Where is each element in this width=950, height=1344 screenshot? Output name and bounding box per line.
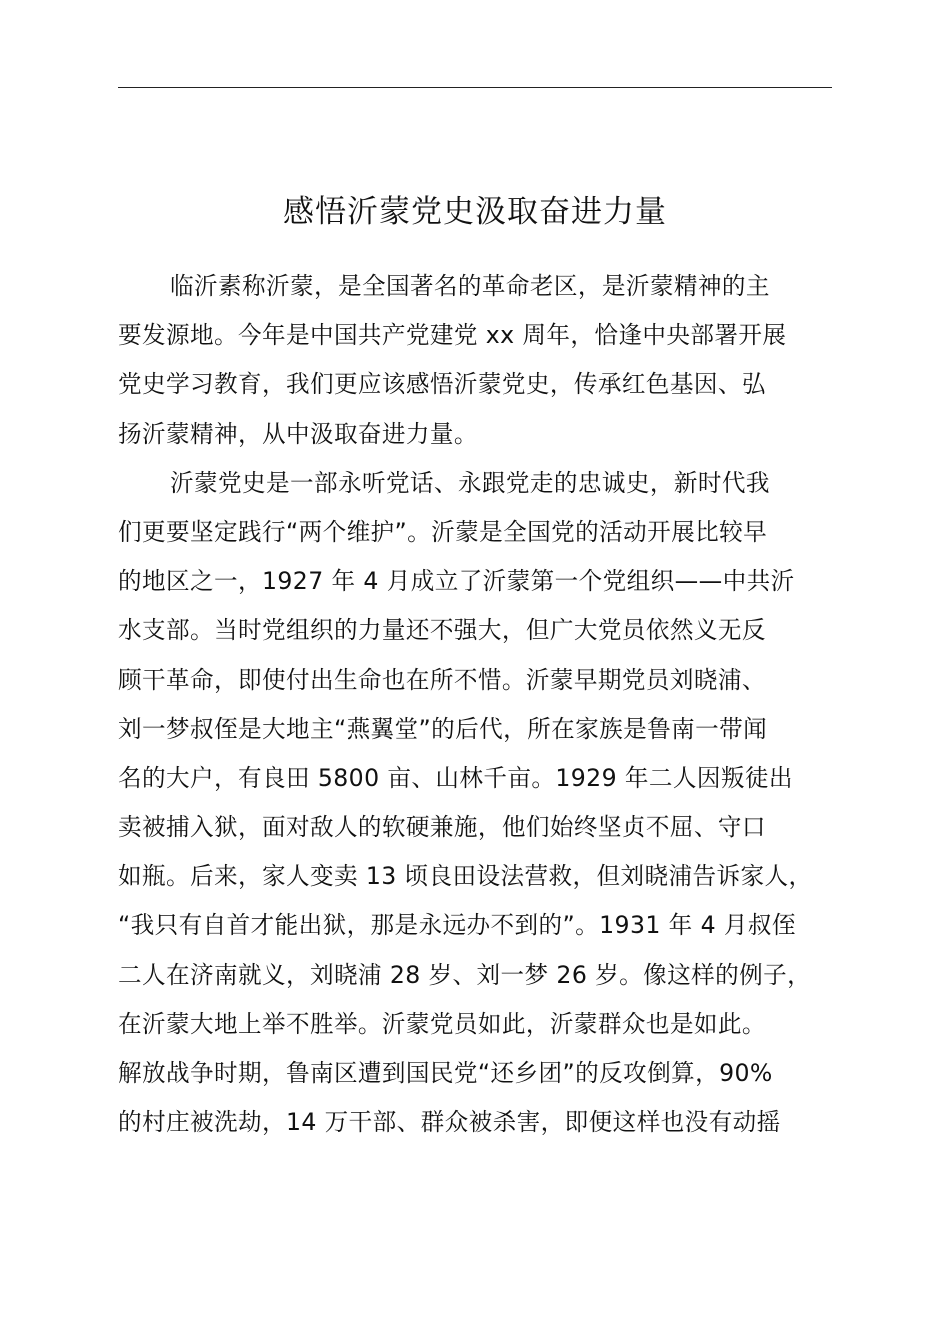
text-line: 们更要坚定践行“两个维护”。沂蒙是全国党的活动开展比较早 [118, 517, 768, 546]
paragraph-2 [118, 459, 832, 1148]
text-line: 如瓶。后来，家人变卖 13 顷良田设法营救，但刘晓浦告诉家人， [118, 862, 813, 891]
text-line: 解放战争时期，鲁南区遭到国民党“还乡团”的反攻倒算，90% [118, 1059, 773, 1087]
text-line: 沂蒙党史是一部永听党话、永跟党走的忠诚史，新时代我 [170, 468, 770, 497]
text-line: 临沂素称沂蒙，是全国著名的革命老区，是沂蒙精神的主 [170, 272, 770, 300]
text-line: 二人在济南就义，刘晓浦 28 岁、刘一梦 26 岁。像这样的例子， [118, 960, 812, 989]
text-line: 卖被捕入狱，面对敌人的软硬兼施，他们始终坚贞不屈、守口 [118, 813, 766, 842]
text-line: “我只有自首才能出狱，那是永远办不到的”。1931 年 4 月叔侄 [118, 911, 796, 940]
paragraph-1 [118, 262, 832, 459]
document-body [118, 262, 832, 1147]
text-line: 的村庄被洗劫，14 万干部、群众被杀害，即便这样也没有动摇 [118, 1108, 781, 1137]
header-rule [118, 87, 832, 88]
text-line: 水支部。当时党组织的力量还不强大，但广大党员依然义无反 [118, 616, 766, 645]
text-line: 党史学习教育，我们更应该感悟沂蒙党史，传承红色基因、弘 [118, 370, 766, 399]
text-line: 在沂蒙大地上举不胜举。沂蒙党员如此，沂蒙群众也是如此。 [118, 1009, 766, 1038]
text-line: 刘一梦叔侄是大地主“燕翼堂”的后代，所在家族是鲁南一带闻 [118, 714, 768, 743]
text-line: 的地区之一，1927 年 4 月成立了沂蒙第一个党组织——中共沂 [118, 567, 795, 596]
text-line: 扬沂蒙精神，从中汲取奋进力量。 [118, 419, 478, 448]
document-title: 感悟沂蒙党史汲取奋进力量 [283, 194, 667, 230]
text-line: 要发源地。今年是中国共产党建党 xx 周年，恰逢中央部署开展 [118, 321, 787, 350]
text-line: 顾干革命，即使付出生命也在所不惜。沂蒙早期党员刘晓浦、 [118, 665, 766, 694]
text-line: 名的大户，有良田 5800 亩、山林千亩。1929 年二人因叛徒出 [118, 763, 793, 792]
